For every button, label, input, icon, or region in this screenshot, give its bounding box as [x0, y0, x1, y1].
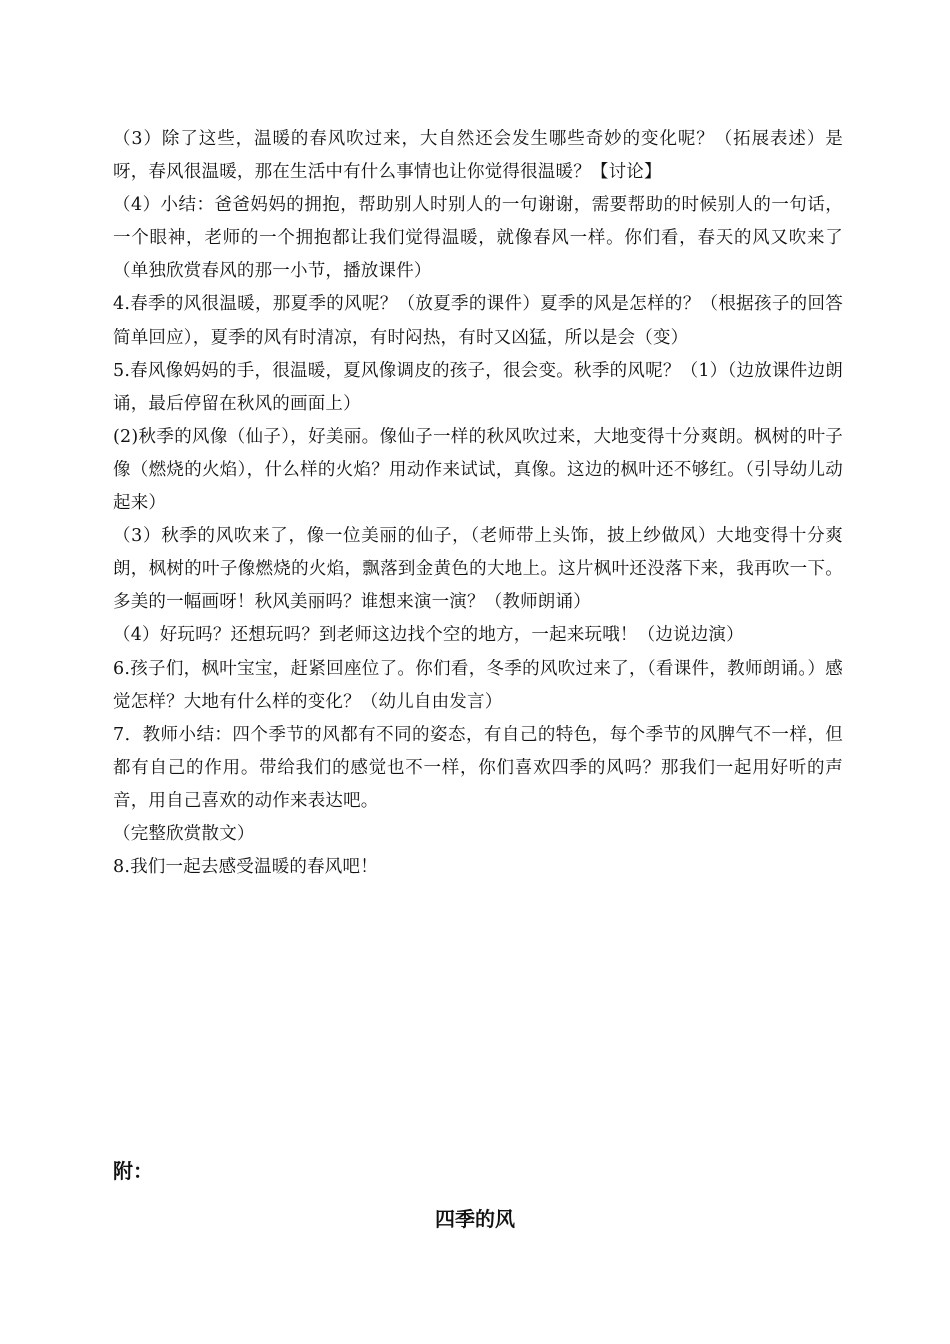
paragraph-play: （4）好玩吗？还想玩吗？到老师这边找个空的地方，一起来玩哦！（边说边演） — [113, 625, 744, 646]
paragraph-autumn-wind: 5.春风像妈妈的手，很温暖，夏风像调皮的孩子，很会变。秋季的风呢？（1）（边放课件边朗诵，最后停留在秋风的画面上） — [113, 360, 843, 414]
appendix-label: 附： — [113, 1159, 153, 1183]
paragraph-3-expand: （3）除了这些，温暖的春风吹过来，大自然还会发生哪些奇妙的变化呢？（拓展表述）是呀，春风很温暖，那在生活中有什么事情也让你觉得很温暖？【讨论】 — [113, 129, 843, 183]
paragraph-summer-wind: 4.春季的风很温暖，那夏季的风呢？（放夏季的课件）夏季的风是怎样的？（根据孩子的回答简单回应），夏季的风有时清凉，有时闷热，有时又凶猛，所以是会（变） — [113, 294, 843, 348]
paragraph-4-summary: （4）小结：爸爸妈妈的拥抱，帮助别人时别人的一句谢谢，需要帮助的时候别人的一句话，一个眼神，老师的一个拥抱都让我们觉得温暖，就像春风一样。你们看，春天的风又吹来了（单独欣赏春风的那一小节，播放课件） — [113, 195, 843, 282]
paragraph-winter-wind: 6.孩子们，枫叶宝宝，赶紧回座位了。你们看，冬季的风吹过来了，（看课件，教师朗诵。）感觉怎样？大地有什么样的变化？（幼儿自由发言） — [113, 658, 843, 712]
paragraph-closing: 8.我们一起去感受温暖的春风吧！ — [113, 857, 378, 878]
paragraph-autumn-performance: （3）秋季的风吹来了，像一位美丽的仙子，（老师带上头饰，披上纱做风）大地变得十分爽朗，枫树的叶子像燃烧的火焰，飘落到金黄色的大地上。这片枫叶还没落下来，我再吹一下。多美的一幅画呀！秋风美丽吗？谁想来演一演？（教师朗诵） — [113, 526, 843, 613]
poem-title: 四季的风 — [435, 1207, 515, 1231]
paragraph-autumn-fairy: (2)秋季的风像（仙子），好美丽。像仙子一样的秋风吹过来，大地变得十分爽朗。枫树的叶子像（燃烧的火焰），什么样的火焰？用动作来试试，真像。这边的枫叶还不够红。（引导幼儿动起来） — [113, 426, 843, 514]
lesson-body — [113, 123, 843, 884]
paragraph-teacher-summary: 7．教师小结：四个季节的风都有不同的姿态，有自己的特色，每个季节的风脾气不一样，但都有自己的作用。带给我们的感觉也不一样，你们喜欢四季的风吗？那我们一起用好听的声音，用自己喜欢的动作来表达吧。 — [113, 724, 843, 811]
paragraph-full-appreciation: （完整欣赏散文） — [113, 823, 255, 844]
